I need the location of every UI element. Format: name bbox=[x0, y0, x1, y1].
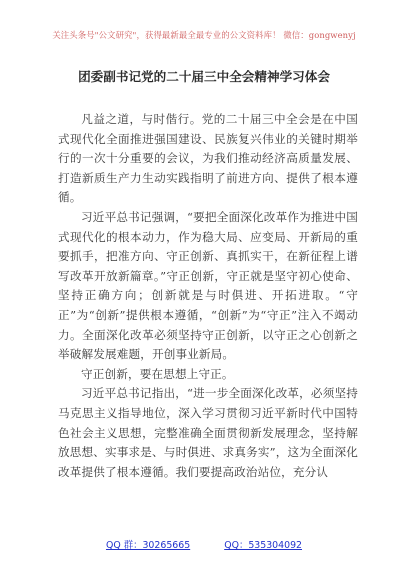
body-paragraph: 守正创新，要在思想上守正。 bbox=[81, 366, 234, 381]
body-paragraph: 习近平总书记指出，“进一步全面深化改革，必须坚持马克思主义指导地位，深入学习贯彻习近平新时代中国特色社会主义思想，完整准确全面贯彻新发展理念，坚持解放思想、实事求是、与时俱进、求真务实”，这为全面深化改革提供了根本遵循。我们要提高政治站位，充分认 bbox=[58, 386, 358, 479]
document-body bbox=[58, 110, 358, 482]
document-title: 团委副书记党的二十届三中全会精神学习体会 bbox=[78, 69, 330, 84]
body-paragraph: 凡益之道，与时偕行。党的二十届三中全会是在中国式现代化全面推进强国建设、民族复兴伟业的关键时期举行的一次十分重要的会议，为我们推动经济高质量发展、打造新质生产力生动实践指明了前进方向、提供了根本遵循。 bbox=[58, 112, 358, 205]
promo-header-note: 关注头条号"公文研究"，获得最新最全最专业的公文资料库！ 微信：gongwenyj bbox=[52, 30, 356, 40]
body-paragraph: 习近平总书记强调，“要把全面深化改革作为推进中国式现代化的根本动力，作为稳大局、应变局、开新局的重要抓手，把准方向、守正创新、真抓实干，在新征程上谱写改革开放新篇章。”守正创新，守正就是坚守初心使命、坚持正确方向；创新就是与时俱进、开拓进取。“守正”为“创新”提供根本遵循，“创新”为“守正”注入不竭动力。全面深化改革必须坚持守正创新，以守正之心创新之举破解发展难题，开创事业新局。 bbox=[58, 209, 358, 362]
footer-contact bbox=[0, 537, 408, 551]
qq-group-number: QQ 群：30265665 bbox=[105, 540, 191, 551]
qq-number: QQ：535304092 bbox=[224, 540, 303, 551]
